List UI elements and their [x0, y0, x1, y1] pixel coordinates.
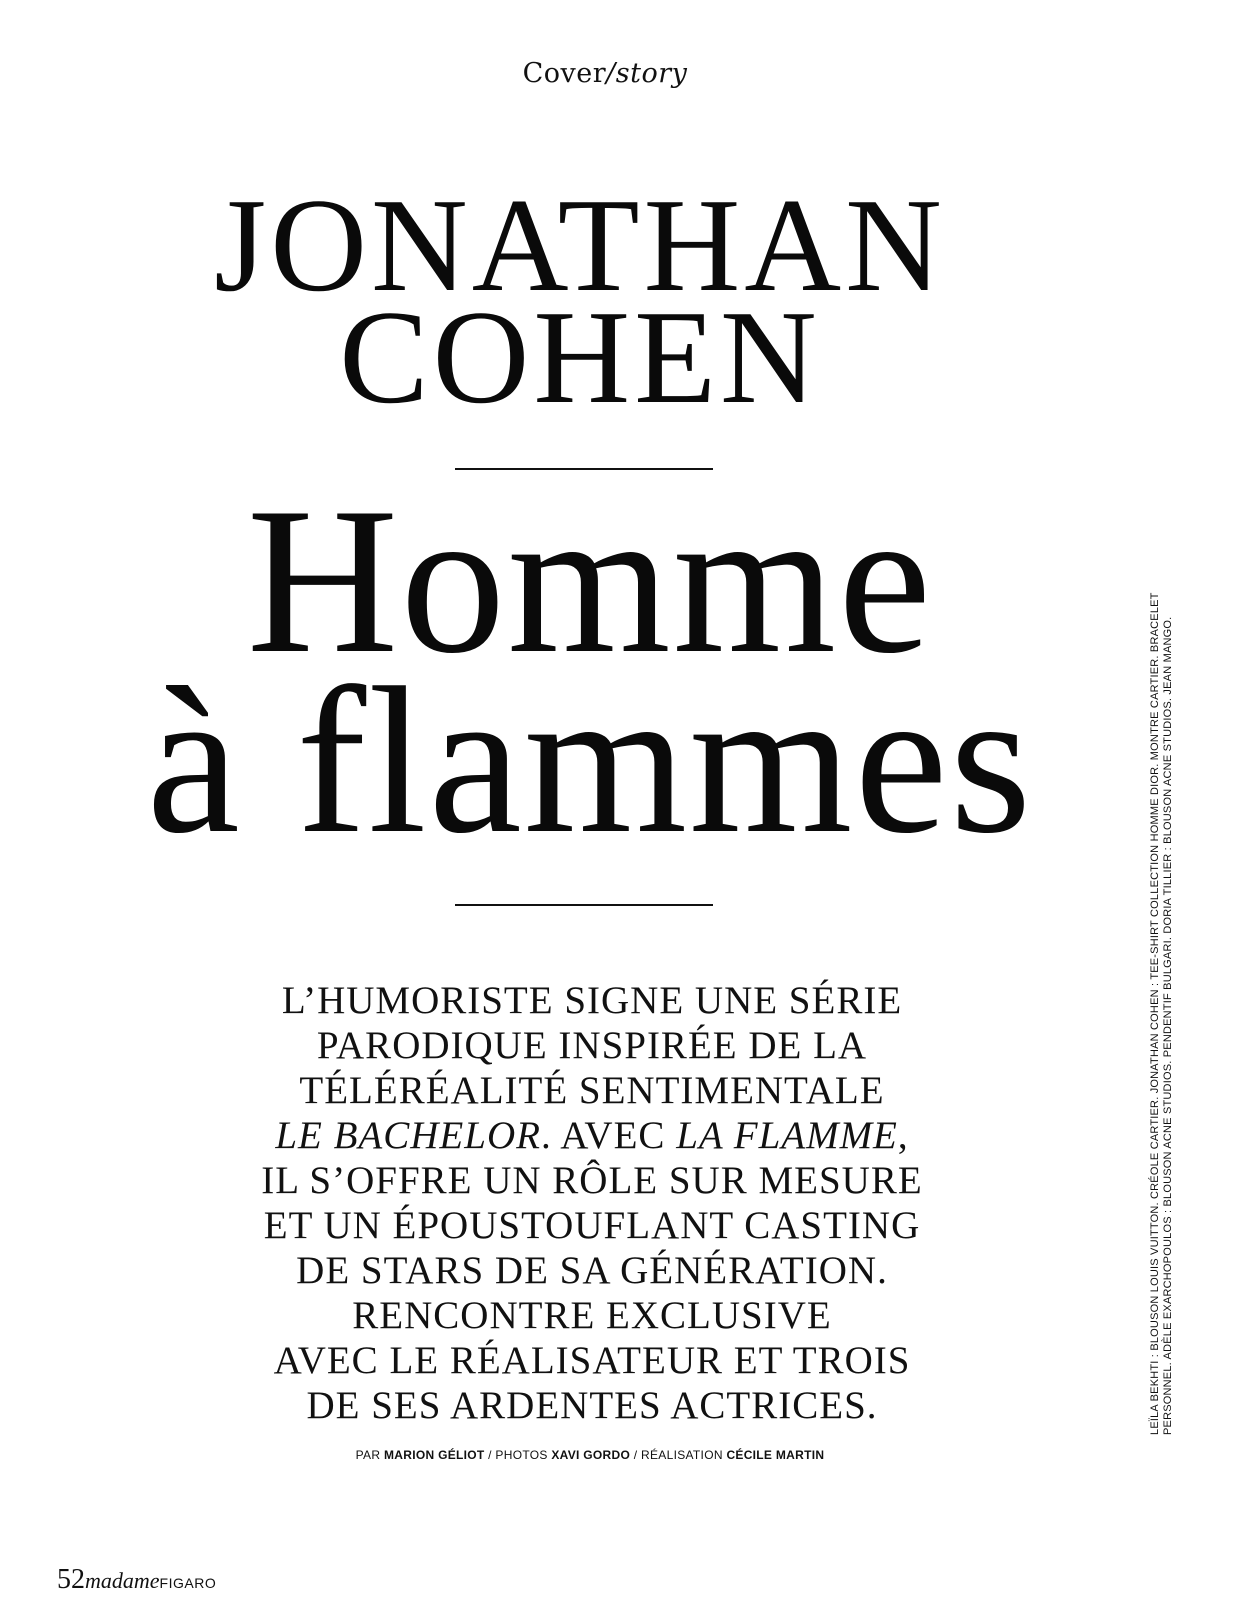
standfirst-line: RENCONTRE EXCLUSIVE [352, 1294, 832, 1337]
standfirst-line-with-titles [232, 1113, 952, 1158]
subject-name-first: JONATHAN [214, 171, 946, 319]
divider-bottom [455, 904, 713, 906]
credit-label: / PHOTOS [484, 1448, 552, 1462]
magazine-logo-figaro: FIGARO [159, 1575, 217, 1591]
rubric-separator: / [606, 58, 616, 89]
fashion-credits-sidenote [1149, 592, 1179, 1435]
show-title-flamme: LA FLAMME [676, 1114, 898, 1157]
byline-credits [0, 1448, 1180, 1462]
headline-line2: à flammes [146, 645, 1034, 877]
fashion-credit-line: LEÏLA BEKHTI : BLOUSON LOUIS VUITTON. CRÉOLE CARTIER. JONATHAN COHEN : TEE-SHIRT COLLECTION HOMME DIOR. MONTRE CARTIER. BRACELET [1149, 592, 1161, 1435]
standfirst-line: ET UN ÉPOUSTOUFLANT CASTING [263, 1204, 921, 1247]
standfirst-line: L’HUMORISTE SIGNE UNE SÉRIE [281, 979, 903, 1022]
standfirst-line: PARODIQUE INSPIRÉE DE LA [316, 1024, 868, 1067]
standfirst [232, 978, 952, 1428]
standfirst-line: AVEC LE RÉALISATEUR ET TROIS [273, 1339, 911, 1382]
standfirst-line: IL S’OFFRE UN RÔLE SUR MESURE [261, 1159, 923, 1202]
page-number: 52 [57, 1564, 85, 1595]
credit-label: / RÉALISATION [630, 1448, 727, 1462]
magazine-logo-madame: madame [85, 1568, 160, 1593]
show-title-bachelor: LE BACHELOR [275, 1114, 541, 1157]
headline-line1: Homme [246, 465, 934, 697]
standfirst-line: DE STARS DE SA GÉNÉRATION. [296, 1249, 888, 1292]
credit-author: MARION GÉLIOT [383, 1448, 485, 1462]
subject-name-last: COHEN [339, 283, 821, 431]
section-rubric [0, 58, 1210, 89]
standfirst-fragment: . AVEC [540, 1114, 677, 1157]
rubric-story: story [615, 58, 688, 89]
standfirst-line: DE SES ARDENTES ACTRICES. [306, 1384, 878, 1427]
rubric-cover: Cover [522, 58, 607, 89]
credit-photographer: XAVI GORDO [551, 1448, 631, 1462]
credit-label: PAR [355, 1448, 384, 1462]
credit-stylist: CÉCILE MARTIN [726, 1448, 825, 1462]
page-folio [57, 1564, 216, 1596]
fashion-credit-line: PERSONNEL. ADÈLE EXARCHOPOULOS : BLOUSON ACNE STUDIOS. PENDENTIF BULGARI. DORIA TILLIER : BLOUSON ACNE STUDIOS. JEAN MANGO. [1162, 616, 1174, 1435]
standfirst-line: TÉLÉRÉALITÉ SENTIMENTALE [299, 1069, 885, 1112]
standfirst-fragment: , [897, 1114, 909, 1157]
